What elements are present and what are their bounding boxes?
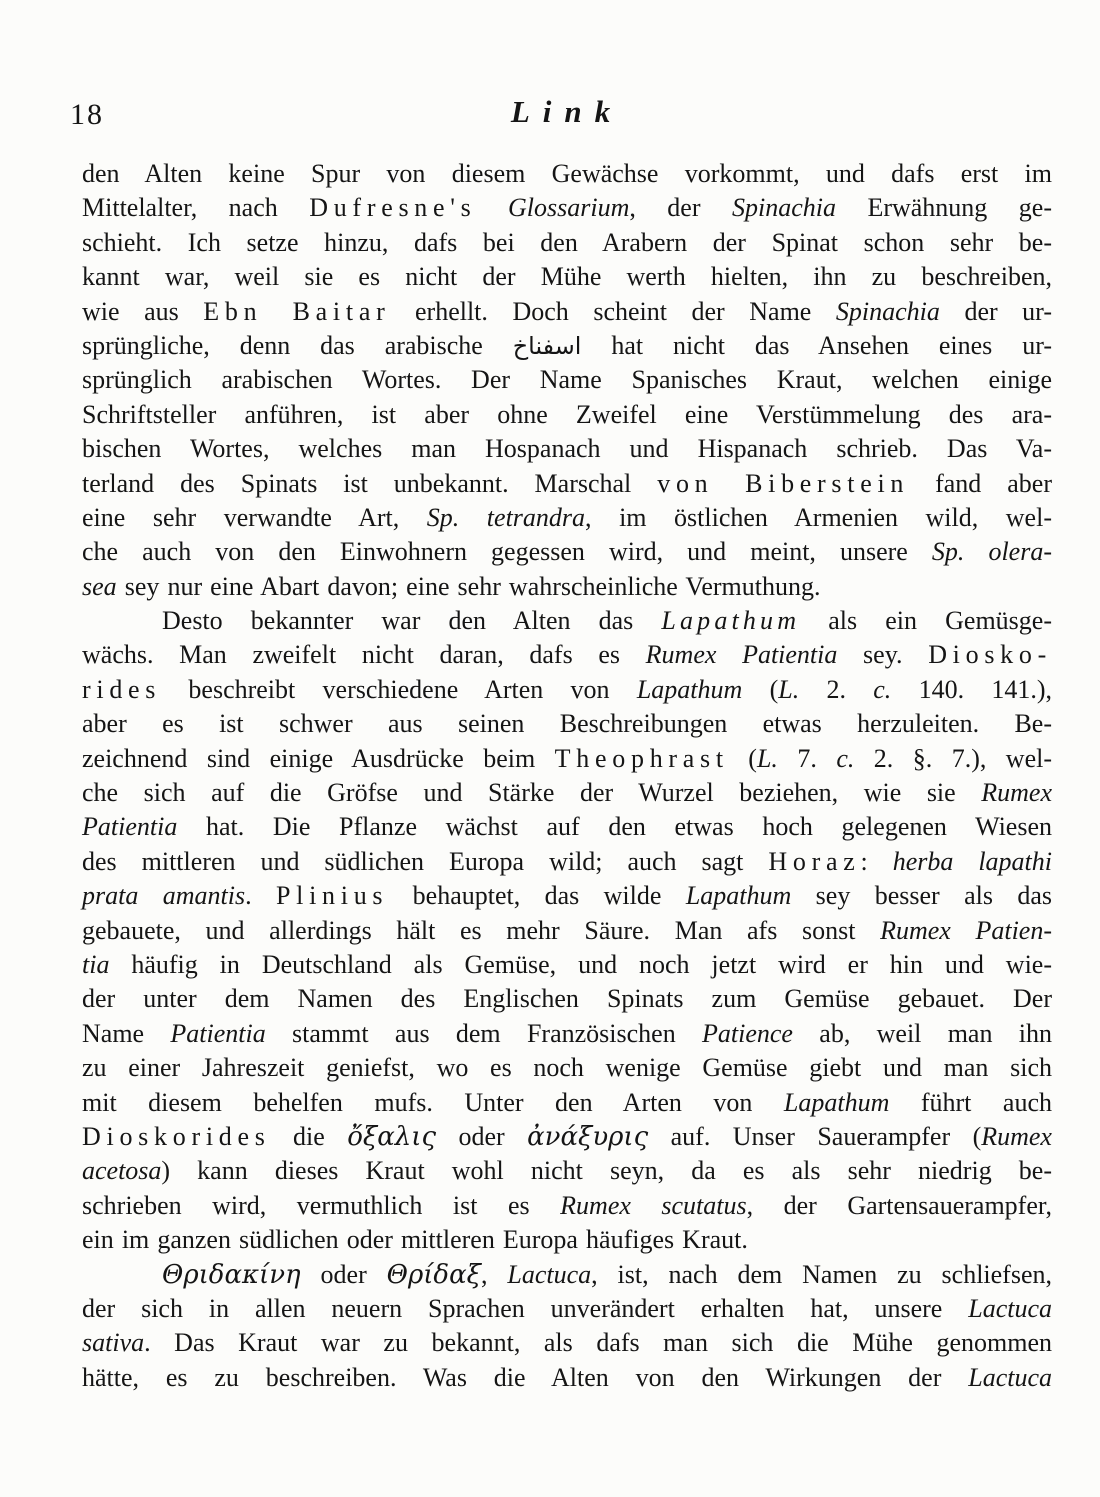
text-segment: Dufresne's (309, 193, 477, 223)
text-segment: Rumex (981, 778, 1052, 808)
text-segment: terland des Spinats ist unbekannt. Marschal (82, 468, 658, 498)
text-segment: Lapathum (685, 881, 792, 911)
text-segment: Name (82, 1018, 171, 1048)
page-body (82, 157, 1052, 1395)
text-segment: ab, weil man ihn (792, 1018, 1053, 1048)
text-line (82, 604, 1052, 638)
text-segment: zeichnend sind einige Ausdrücke beim (82, 743, 555, 773)
text-segment: der unter dem Namen des Englischen Spinats zum Gemüse gebauet. Der (82, 984, 1052, 1014)
text-line (82, 707, 1052, 741)
text-segment: c. (873, 674, 892, 704)
text-segment: Sp. tetrandra (426, 502, 586, 532)
text-line (82, 226, 1052, 260)
text-line (82, 1326, 1052, 1360)
text-segment: zu einer Jahreszeit geniefst, wo es noch wenige Gemüse giebt und man sich (82, 1053, 1052, 1083)
text-segment: L. (778, 674, 800, 704)
running-title: Link (510, 94, 624, 129)
text-segment: , (480, 1259, 508, 1289)
text-line (82, 776, 1052, 810)
text-segment: Rumex (981, 1121, 1052, 1151)
text-line (82, 535, 1052, 569)
text-segment: , ist, nach dem Namen zu schliefsen, (591, 1259, 1053, 1289)
text-segment: Dioskorides (82, 1121, 271, 1151)
text-segment: Rumex Patientia (645, 640, 838, 670)
text-segment: Schriftsteller anführen, ist aber ohne Zweifel eine Verstümmelung des ara- (82, 399, 1052, 429)
text-line (82, 157, 1052, 191)
text-segment: prata amantis (82, 881, 246, 911)
text-segment: Lactuca (968, 1362, 1052, 1392)
text-segment: wächs. Man zweifelt nicht daran, dafs es (82, 640, 646, 670)
text-segment: Lapathum (636, 674, 743, 704)
text-segment: bischen Wortes, welches man Hospanach und Hispanach schrieb. Das Va- (82, 434, 1052, 464)
text-segment: erhellt. Doch scheint der Name (390, 296, 836, 326)
text-line (82, 1258, 1052, 1292)
text-segment: c. (836, 743, 855, 773)
text-segment: häufig in Deutschland als Gemüse, und noch jetzt wird er hin und wie- (109, 949, 1052, 979)
text-segment: sey. (837, 640, 929, 670)
text-segment: sprünglich arabischen Wortes. Der Name Spanisches Kraut, welchen einige (82, 365, 1052, 395)
text-segment: Lapathum (661, 606, 801, 636)
text-segment: Patientia (82, 812, 178, 842)
text-segment: oder (436, 1121, 528, 1151)
text-segment: Rumex Patien- (880, 915, 1052, 945)
text-segment: : (860, 846, 893, 876)
text-segment: Horaz (768, 846, 861, 876)
text-line (82, 948, 1052, 982)
text-line (82, 1086, 1052, 1120)
text-segment: sey nur eine Abart davon; eine sehr wahrscheinliche Vermuthung. (116, 571, 821, 601)
text-segment: ) kann dieses Kraut wohl nicht seyn, da es als sehr niedrig be- (161, 1156, 1052, 1186)
text-segment: Sp. olera- (931, 537, 1052, 567)
text-segment: 140. 141.), (891, 674, 1053, 704)
text-segment: führt auch (889, 1087, 1052, 1117)
paragraph (82, 157, 1052, 604)
text-segment: ὄξαλις (347, 1121, 436, 1152)
paragraph (82, 604, 1052, 1257)
text-segment: rides (82, 674, 162, 704)
text-line (82, 1154, 1052, 1188)
text-segment: 2. §. 7.), wel- (854, 743, 1052, 773)
text-segment: اسفناخ (512, 331, 582, 360)
text-segment: Diosko- (928, 640, 1053, 670)
text-segment: hat nicht das Ansehen eines ur- (581, 330, 1052, 360)
text-segment: kannt war, weil sie es nicht der Mühe werth hielten, ihn zu beschreiben, (82, 262, 1052, 292)
text-segment: Erwähnung ge- (835, 193, 1052, 223)
text-segment: eine sehr verwandte Art, (82, 502, 427, 532)
text-line (82, 673, 1052, 707)
text-segment: Spinachia (835, 296, 940, 326)
text-line (82, 1189, 1052, 1223)
text-segment: Lactuca (507, 1259, 592, 1289)
text-segment: gebauete, und allerdings hält es mehr Säure. Man afs sonst (82, 915, 881, 945)
text-line (82, 363, 1052, 397)
text-segment: beschreibt verschiedene Arten von (161, 674, 637, 704)
text-segment: der sich in allen neuern Sprachen unverändert erhalten hat, unsere (82, 1293, 969, 1323)
text-line (82, 1051, 1052, 1085)
text-line (82, 1223, 1052, 1257)
text-segment: herba lapathi (892, 846, 1052, 876)
text-segment: Plinius (275, 881, 389, 911)
text-segment: Patientia (170, 1018, 266, 1048)
text-line (82, 501, 1052, 535)
text-segment: Θρίδαξ (386, 1259, 481, 1290)
text-segment: den Alten keine Spur von diesem Gewächse vorkommt, und dafs erst im (82, 159, 1052, 188)
text-segment: sativa (82, 1328, 145, 1358)
text-segment: 2. (799, 674, 874, 704)
text-line (82, 914, 1052, 948)
text-line (82, 398, 1052, 432)
text-segment: hat. Die Pflanze wächst auf den etwas hoch gelegenen Wiesen (177, 812, 1052, 842)
paragraph (82, 1258, 1052, 1396)
text-segment: schrieben wird, vermuthlich ist es (82, 1190, 561, 1220)
text-segment: acetosa (82, 1156, 162, 1186)
text-line (82, 260, 1052, 294)
text-line (82, 879, 1052, 913)
text-segment: che auch von den Einwohnern gegessen wird, und meint, unsere (82, 537, 932, 567)
text-segment: fand aber (909, 468, 1052, 498)
text-line (82, 191, 1052, 225)
text-line (82, 432, 1052, 466)
text-line (82, 1120, 1052, 1154)
text-segment: aber es ist schwer aus seinen Beschreibungen etwas herzuleiten. Be- (82, 709, 1052, 739)
text-segment: Glossarium (507, 193, 630, 223)
text-segment: stammt aus dem Französischen (265, 1018, 703, 1048)
text-segment: hätte, es zu beschreiben. Was die Alten von den Wirkungen der (82, 1362, 969, 1392)
text-segment (477, 193, 508, 222)
text-segment: Ebn Baitar (203, 296, 391, 326)
text-segment: Lactuca (968, 1293, 1052, 1323)
text-segment: sprüngliche, denn das arabische (82, 330, 513, 360)
text-segment: Mittelalter, nach (82, 193, 310, 223)
text-segment: ( (728, 743, 757, 773)
text-line (82, 329, 1052, 363)
text-segment: als ein Gemüsge- (800, 606, 1052, 636)
text-segment: Patience (702, 1018, 793, 1048)
text-segment: tia (82, 949, 110, 979)
text-line (82, 982, 1052, 1016)
text-segment: von Biberstein (657, 468, 910, 498)
text-segment: mit diesem behelfen mufs. Unter den Arten von (82, 1087, 784, 1117)
text-segment: Desto bekannter war den Alten das (162, 606, 662, 636)
text-segment: ἀνάξυρις (527, 1121, 649, 1152)
text-segment: che sich auf die Gröfse und Stärke der Wurzel beziehen, wie sie (82, 778, 982, 808)
text-line (82, 1017, 1052, 1051)
text-segment: Lapathum (783, 1087, 890, 1117)
text-segment: Theophrast (554, 743, 729, 773)
text-segment: oder (300, 1259, 387, 1289)
text-segment: L. (756, 743, 778, 773)
text-segment: schieht. Ich setze hinzu, dafs bei den Arabern der Spinat schon sehr be- (82, 227, 1052, 257)
text-line (82, 1292, 1052, 1326)
text-segment: behauptet, das wilde (388, 881, 686, 911)
text-line (82, 742, 1052, 776)
text-segment: . Das Kraut war zu bekannt, als dafs man sich die Mühe genommen (144, 1328, 1052, 1358)
page-header (70, 94, 1052, 136)
text-line (82, 638, 1052, 672)
text-line (82, 467, 1052, 501)
text-segment: ( (742, 674, 779, 704)
text-segment: , der (629, 193, 732, 223)
text-segment: Θριδακίνη (162, 1259, 301, 1290)
text-segment: sey besser als das (791, 881, 1053, 911)
text-segment: des mittleren und südlichen Europa wild; auch sagt (82, 846, 769, 876)
text-segment: sea (82, 571, 117, 601)
text-segment: , im östlichen Armenien wild, wel- (585, 502, 1052, 532)
text-line (82, 810, 1052, 844)
text-line (82, 1361, 1052, 1395)
text-segment: , der Gartensauerampfer, (746, 1190, 1052, 1220)
text-line (82, 845, 1052, 879)
text-segment: . (245, 881, 276, 911)
page-number: 18 (70, 98, 104, 131)
text-line (82, 295, 1052, 329)
text-segment: wie aus (82, 296, 204, 326)
paragraph-indent (82, 1282, 162, 1283)
text-segment: auf. Unser Sauerampfer ( (648, 1121, 982, 1151)
text-segment: Spinachia (731, 193, 836, 223)
text-segment: der ur- (939, 296, 1052, 326)
paragraph-indent (82, 628, 162, 629)
text-line (82, 570, 1052, 604)
text-segment: 7. (777, 743, 837, 773)
text-segment: die (270, 1121, 348, 1151)
text-segment: Rumex scutatus (560, 1190, 747, 1220)
text-segment: ein im ganzen südlichen oder mittleren Europa häufiges Kraut. (82, 1225, 748, 1255)
